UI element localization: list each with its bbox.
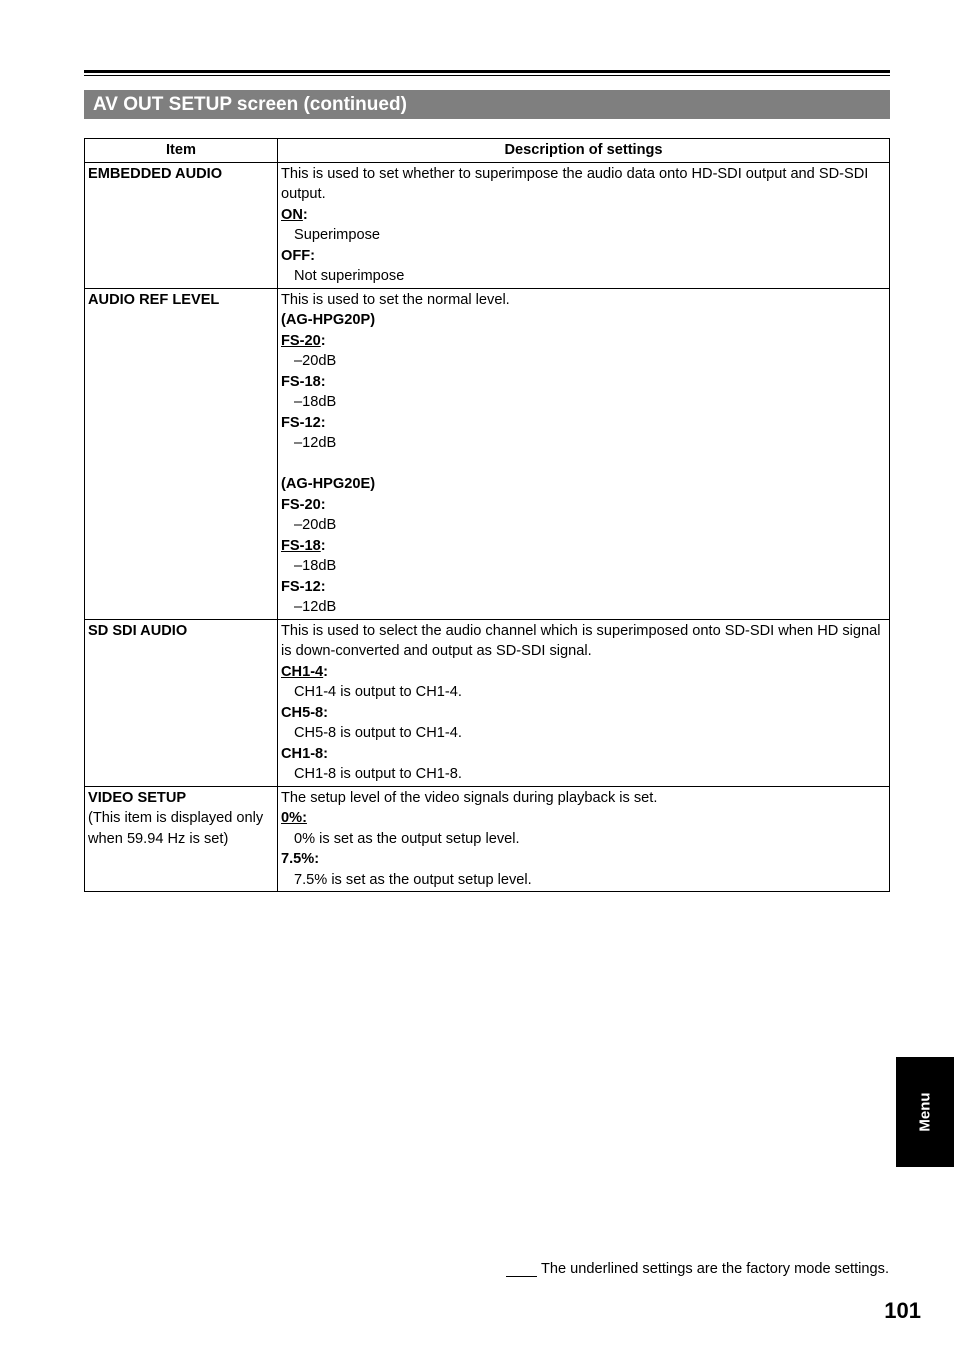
- spacer: [281, 454, 886, 475]
- option-value: 7.5% is set as the output setup level.: [294, 871, 532, 888]
- option-label: FS-20:: [281, 496, 326, 513]
- settings-table: [84, 138, 890, 892]
- footnote-text: The underlined settings are the factory mode settings.: [540, 1261, 889, 1277]
- item-name: AUDIO REF LEVEL: [88, 291, 220, 308]
- option-value: 0% is set as the output setup level.: [294, 830, 520, 847]
- option-label: 7.5%:: [281, 851, 320, 867]
- item-cell: [85, 288, 278, 619]
- option-label: CH5-8:: [281, 704, 329, 721]
- option-value: CH1-8 is output to CH1-8.: [294, 766, 462, 782]
- option-value: CH1-4 is output to CH1-4.: [294, 684, 462, 700]
- option-value: –18dB: [294, 558, 337, 574]
- option-value: –18dB: [294, 394, 337, 410]
- option-value: Superimpose: [294, 227, 380, 243]
- option-label: FS-12:: [281, 578, 326, 595]
- description-intro: The setup level of the video signals during playback is set.: [281, 789, 658, 806]
- option-label: FS-12:: [281, 414, 326, 431]
- description-cell: [278, 288, 890, 619]
- option-value: –12dB: [294, 599, 337, 615]
- table-header-row: [85, 139, 890, 163]
- item-name: VIDEO SETUP: [88, 789, 187, 806]
- side-tab-label: Menu: [916, 1092, 934, 1132]
- description-cell: [278, 162, 890, 288]
- model-group-label: (AG-HPG20E): [281, 476, 376, 492]
- menu-side-tab: [896, 1057, 954, 1167]
- option-label: CH1-8:: [281, 745, 329, 762]
- table-row: [85, 288, 890, 619]
- footnote: [506, 1259, 889, 1277]
- header-description: Description of settings: [278, 139, 890, 163]
- option-label: 0%:: [281, 810, 307, 826]
- header-item: Item: [85, 139, 278, 163]
- underline-sample: [506, 1259, 537, 1277]
- option-value: CH5-8 is output to CH1-4.: [294, 725, 462, 741]
- option-label: CH1-4:: [281, 663, 329, 680]
- item-cell: [85, 162, 278, 288]
- option-label: OFF:: [281, 247, 316, 264]
- option-value: –12dB: [294, 435, 337, 451]
- table-row: [85, 619, 890, 786]
- item-cell: [85, 786, 278, 892]
- option-label: FS-20:: [281, 332, 326, 349]
- section-title: AV OUT SETUP screen (continued): [84, 90, 890, 119]
- option-label: FS-18:: [281, 373, 326, 390]
- model-group-label: (AG-HPG20P): [281, 312, 376, 328]
- table-row: [85, 162, 890, 288]
- description-intro: This is used to set whether to superimpose the audio data onto HD-SDI output and SD-SDI output.: [281, 165, 869, 202]
- item-note: (This item is displayed only when 59.94 Hz is set): [88, 810, 264, 847]
- item-name: EMBEDDED AUDIO: [88, 165, 223, 182]
- option-value: –20dB: [294, 353, 337, 369]
- item-cell: [85, 619, 278, 786]
- description-intro: This is used to select the audio channel which is superimposed onto SD-SDI when HD signal is down-converted and output as SD-SDI signal.: [281, 622, 881, 659]
- description-cell: [278, 619, 890, 786]
- option-label: FS-18:: [281, 537, 326, 554]
- item-name: SD SDI AUDIO: [88, 622, 188, 639]
- top-rule-thin: [84, 75, 890, 76]
- description-cell: [278, 786, 890, 892]
- page-number: 101: [884, 1298, 921, 1323]
- top-rule-thick: [84, 70, 890, 73]
- option-label: ON:: [281, 206, 308, 223]
- table-row: [85, 786, 890, 892]
- option-value: –20dB: [294, 517, 337, 533]
- description-intro: This is used to set the normal level.: [281, 291, 510, 308]
- option-value: Not superimpose: [294, 268, 405, 284]
